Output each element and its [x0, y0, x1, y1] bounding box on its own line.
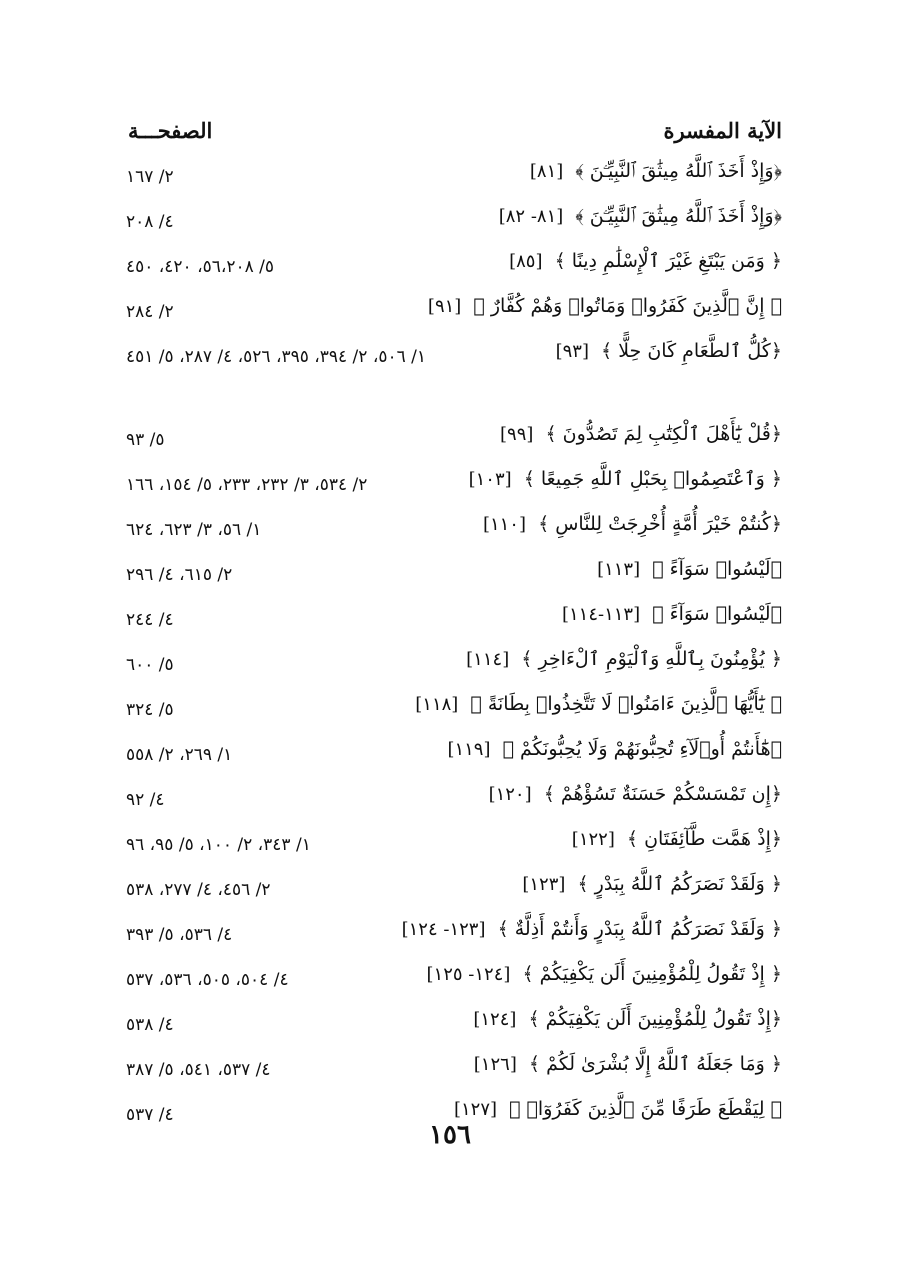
page-references: ٥/ ٥٦،٢٠٨، ٤٢٠، ٤٥٠ — [126, 257, 275, 277]
verse-cell — [483, 513, 782, 535]
page-references: ٢/ ١٦٧ — [126, 167, 174, 187]
pages-cell — [126, 646, 426, 684]
index-row — [118, 1047, 782, 1092]
verse-cell — [572, 828, 782, 850]
pages-cell — [126, 158, 426, 196]
verse-text: ﴿ وَلَقَدْ نَصَرَكُمُ ٱللَّهُ بِبَدْرٍ ﴾ — [577, 873, 782, 895]
verse-text: ﴿ وَلَقَدْ نَصَرَكُمُ ٱللَّهُ بِبَدْرٍ وَأَنتُمْ أَذِلَّةٌ ﴾ — [497, 918, 782, 940]
pages-cell — [126, 511, 426, 549]
pages-cell — [126, 826, 426, 864]
index-row — [118, 289, 782, 334]
page-references: ١/ ٣٤٣، ٢/ ١٠٠، ٥/ ٩٥، ٩٦ — [126, 835, 311, 855]
page-references: ٢/ ٢٨٤ — [126, 302, 174, 322]
verse-reference: [١٠٣] — [468, 469, 512, 490]
verse-cell — [562, 603, 782, 625]
verse-text: ﴿ وَمَا جَعَلَهُ ٱللَّهُ إِلَّا بُشْرَىٰ لَكُمْ ﴾ — [528, 1053, 782, 1075]
index-row — [118, 334, 782, 417]
verse-text: ﴿إِذْ هَمَّت طَّآئِفَتَانِ ﴾ — [626, 828, 782, 850]
verse-reference: [١٢٣] — [522, 874, 566, 895]
verse-cell — [427, 963, 783, 985]
page-references: ٤/ ٢٤٤ — [126, 610, 174, 630]
verse-text: ﴿ لِيَقْطَعَ طَرَفًا مِّنَ ٱلَّذِينَ كَفَرُوٓا۟ ﴾ — [509, 1098, 782, 1120]
pages-cell — [126, 556, 426, 594]
verse-reference: [٩٣] — [555, 341, 589, 362]
pages-cell — [126, 338, 426, 376]
verse-text: ﴿إِن تَمْسَسْكُمْ حَسَنَةٌ تَسُؤْهُمْ ﴾ — [543, 783, 782, 805]
pages-cell — [126, 871, 426, 909]
index-row — [118, 642, 782, 687]
page-references: ٥/ ٦٠٠ — [126, 655, 174, 675]
verse-cell — [402, 918, 782, 940]
verse-reference: [١٢٤- ١٢٥] — [426, 964, 511, 985]
index-rows — [118, 154, 782, 1137]
index-row — [118, 199, 782, 244]
table-header — [118, 110, 782, 154]
verse-reference: [١١٣] — [597, 559, 641, 580]
index-row — [118, 507, 782, 552]
verse-cell — [597, 558, 782, 580]
verse-cell — [509, 250, 782, 272]
index-row — [118, 154, 782, 199]
verse-cell — [447, 738, 782, 760]
verse-cell — [474, 1053, 782, 1075]
pages-cell — [126, 601, 426, 639]
verse-cell — [428, 295, 782, 317]
verse-reference: [١٢٠] — [488, 784, 532, 805]
index-row — [118, 417, 782, 462]
page-references: ٤/ ٩٢ — [126, 790, 165, 810]
page-references: ٤/ ٢٠٨ — [126, 212, 174, 232]
verse-reference: [٨١- ٨٢] — [498, 206, 564, 227]
verse-reference: [١١٠] — [482, 514, 527, 535]
verse-cell — [556, 340, 782, 362]
index-row — [118, 867, 782, 912]
pages-cell — [126, 293, 426, 331]
verse-text: ﴿وَإِذْ أَخَذَ ٱللَّهُ مِيثَٰقَ ٱلنَّبِيِّـۧنَ ﴾ — [575, 160, 782, 182]
index-row — [118, 732, 782, 777]
page-column-header: الصفحـــة — [128, 118, 213, 143]
verse-reference: [١٢٣- ١٢٤] — [401, 919, 486, 940]
pages-cell — [126, 961, 426, 999]
verse-cell — [466, 648, 782, 670]
page-references: ٢/ ٥٣٤، ٣/ ٢٣٢، ٢٣٣، ٥/ ١٥٤، ١٦٦ — [126, 475, 368, 495]
pages-cell — [126, 691, 426, 729]
verse-text: ﴿كُلُّ ٱلطَّعَامِ كَانَ حِلًّا ﴾ — [601, 340, 782, 362]
page-number: ١٥٦ — [429, 1120, 471, 1150]
verse-cell — [499, 205, 782, 227]
page-references: ٤/ ٥٣٧، ٥٤١، ٥/ ٣٨٧ — [126, 1060, 271, 1080]
page-references: ٢/ ٤٥٦، ٤/ ٢٧٧، ٥٣٨ — [126, 880, 271, 900]
index-row — [118, 777, 782, 822]
pages-cell — [126, 916, 426, 954]
page-references: ٤/ ٥٣٦، ٥/ ٣٩٣ — [126, 925, 233, 945]
page-references: ٤/ ٥٠٤، ٥٠٥، ٥٣٦، ٥٣٧ — [126, 970, 289, 990]
pages-cell — [126, 248, 426, 286]
index-row — [118, 597, 782, 642]
index-row — [118, 687, 782, 732]
verse-cell — [522, 873, 782, 895]
verse-reference: [١١٩] — [447, 739, 491, 760]
pages-cell — [126, 781, 426, 819]
verse-text: ﴿ وَٱعْتَصِمُوا۟ بِحَبْلِ ٱللَّهِ جَمِيعًا ﴾ — [523, 468, 782, 490]
verse-cell — [473, 1008, 782, 1030]
verse-text: ﴿وَإِذْ أَخَذَ ٱللَّهُ مِيثَٰقَ ٱلنَّبِيِّـۧنَ ﴾ — [575, 205, 782, 227]
index-row — [118, 552, 782, 597]
verse-reference: [١٢٦] — [473, 1054, 517, 1075]
verse-cell — [489, 783, 782, 805]
pages-cell — [126, 203, 426, 241]
index-row — [118, 957, 782, 1002]
verse-reference: [٨١] — [529, 161, 564, 182]
page-references: ١/ ٥٦، ٣/ ٦٢٣، ٦٢٤ — [126, 520, 262, 540]
page-references: ٥/ ٩٣ — [126, 430, 165, 450]
verse-text: ﴿ يُؤْمِنُونَ بِٱللَّهِ وَٱلْيَوْمِ ٱلْءَاخِرِ ﴾ — [521, 648, 782, 670]
verse-reference: [٩٩] — [500, 424, 534, 445]
verse-reference: [١١٣-١١٤] — [561, 604, 641, 625]
page-references: ٥/ ٣٢٤ — [126, 700, 174, 720]
index-row — [118, 244, 782, 289]
page-references: ٤/ ٥٣٨ — [126, 1015, 174, 1035]
index-row — [118, 1002, 782, 1047]
pages-cell — [126, 1006, 426, 1044]
verse-cell — [469, 468, 782, 490]
verse-text: ﴿إِذْ تَقُولُ لِلْمُؤْمِنِينَ أَلَن يَكْفِيَكُمْ ﴾ — [528, 1008, 782, 1030]
verse-text: ﴿ إِنَّ ٱلَّذِينَ كَفَرُوا۟ وَمَاتُوا۟ وَهُمْ كُفَّارٌ ﴾ — [473, 295, 782, 317]
verse-cell — [500, 423, 782, 445]
page-references: ١/ ٥٠٦، ٢/ ٣٩٤، ٣٩٥، ٥٢٦، ٤/ ٢٨٧، ٥/ ٤٥١ — [125, 347, 426, 367]
verse-cell — [415, 693, 782, 715]
pages-cell — [126, 1051, 426, 1089]
pages-cell — [126, 421, 426, 459]
verse-text: ﴿قُلْ يَٰٓأَهْلَ ٱلْكِتَٰبِ لِمَ تَصُدُّونَ ﴾ — [545, 423, 782, 445]
verse-text: ﴿هَٰٓأَنتُمْ أُو۟لَآءِ تُحِبُّونَهُمْ وَلَا يُحِبُّونَكُمْ ﴾ — [502, 738, 782, 760]
pages-cell — [126, 466, 426, 504]
verse-text: ﴿لَيْسُوا۟ سَوَآءً ﴾ — [652, 558, 782, 580]
verse-text: ﴿ وَمَن يَبْتَغِ غَيْرَ ٱلْإِسْلَٰمِ دِينًا ﴾ — [554, 250, 782, 272]
verse-reference: [١٢٢] — [571, 829, 615, 850]
verse-text: ﴿لَيْسُوا۟ سَوَآءً ﴾ — [652, 603, 782, 625]
verse-text: ﴿ إِذْ تَقُولُ لِلْمُؤْمِنِينَ أَلَن يَكْفِيَكُمْ ﴾ — [522, 963, 782, 985]
verse-reference: [١١٨] — [415, 694, 459, 715]
verse-cell — [454, 1098, 782, 1120]
verse-reference: [١٢٧] — [453, 1099, 498, 1120]
verse-reference: [١١٤] — [466, 649, 510, 670]
index-row — [118, 822, 782, 867]
pages-cell — [126, 736, 426, 774]
verse-cell — [530, 160, 782, 182]
verse-column-header: الآية المفسرة — [663, 118, 782, 143]
index-page — [118, 110, 782, 1137]
verse-text: ﴿كُنتُمْ خَيْرَ أُمَّةٍ أُخْرِجَتْ لِلنَّاسِ ﴾ — [538, 513, 782, 535]
index-row — [118, 462, 782, 507]
page-references: ٤/ ٥٣٧ — [126, 1105, 174, 1125]
verse-reference: [٩١] — [427, 296, 462, 317]
index-row — [118, 912, 782, 957]
verse-reference: [٨٥] — [509, 251, 543, 272]
page-references: ١/ ٢٦٩، ٢/ ٥٥٨ — [126, 745, 233, 765]
page-references: ٢/ ٦١٥، ٤/ ٢٩٦ — [126, 565, 233, 585]
verse-text: ﴿ يَٰٓأَيُّهَا ٱلَّذِينَ ءَامَنُوا۟ لَا تَتَّخِذُوا۟ بِطَانَةً ﴾ — [470, 693, 782, 715]
verse-reference: [١٢٤] — [473, 1009, 517, 1030]
